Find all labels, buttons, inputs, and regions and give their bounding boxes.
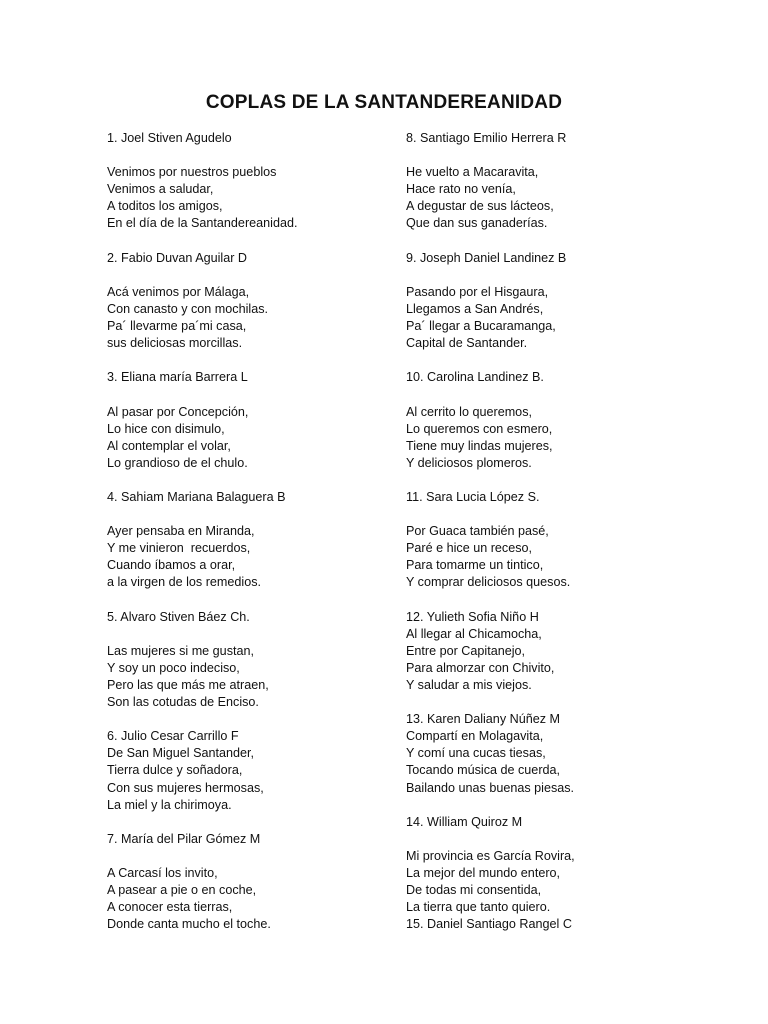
verse-line: De San Miguel Santander, bbox=[107, 746, 255, 761]
verse-line: En el día de la Santandereanidad. bbox=[107, 216, 298, 231]
blank-line bbox=[406, 267, 706, 284]
blank-line bbox=[406, 831, 706, 848]
verse-line: Tiene muy lindas mujeres, bbox=[406, 438, 553, 453]
verse-line: Y deliciosos plomeros. bbox=[406, 455, 532, 470]
blank-line bbox=[406, 147, 706, 164]
verse-author: 12. Yulieth Sofia Niño H bbox=[406, 609, 539, 624]
verse-author: 15. Daniel Santiago Rangel C bbox=[406, 917, 572, 932]
verse-line: Con sus mujeres hermosas, bbox=[107, 780, 264, 795]
verse-line: Y comprar deliciosos quesos. bbox=[406, 575, 571, 590]
verse-line: Paré e hice un receso, bbox=[406, 541, 533, 556]
verse-line: La miel y la chirimoya. bbox=[107, 797, 232, 812]
blank-line bbox=[406, 797, 706, 814]
verse-line: Ayer pensaba en Miranda, bbox=[107, 524, 255, 539]
verse-line: Hace rato no venía, bbox=[406, 182, 516, 197]
verse-line: Y soy un poco indeciso, bbox=[107, 660, 240, 675]
verse-author: 1. Joel Stiven Agudelo bbox=[107, 131, 232, 145]
verse-line: Lo hice con disimulo, bbox=[107, 421, 225, 436]
verse-line: Para tomarme un tintico, bbox=[406, 558, 544, 573]
verse-author: 10. Carolina Landinez B. bbox=[406, 370, 544, 385]
verse-line: Y me vinieron recuerdos, bbox=[107, 541, 251, 556]
verse-line: Mi provincia es García Rovira, bbox=[406, 848, 575, 863]
verse-line: Al llegar al Chicamocha, bbox=[406, 626, 542, 641]
blank-line bbox=[406, 506, 706, 523]
verse-author: 14. William Quiroz M bbox=[406, 814, 523, 829]
verse-line: He vuelto a Macaravita, bbox=[406, 165, 539, 180]
blank-line bbox=[107, 506, 387, 523]
verse-line: Lo queremos con esmero, bbox=[406, 421, 553, 436]
verse-line: Llegamos a San Andrés, bbox=[406, 301, 544, 316]
verse-line: Por Guaca también pasé, bbox=[406, 524, 549, 539]
verse-line: Entre por Capitanejo, bbox=[406, 643, 526, 658]
blank-line bbox=[107, 233, 387, 250]
verse-line: Son las cotudas de Enciso. bbox=[107, 695, 259, 710]
verse-line: La mejor del mundo entero, bbox=[406, 866, 561, 881]
verse-author: 4. Sahiam Mariana Balaguera B bbox=[107, 489, 286, 504]
verse-line: Y comí una cucas tiesas, bbox=[406, 746, 546, 761]
verse-line: Las mujeres si me gustan, bbox=[107, 643, 254, 658]
verse-line: Capital de Santander. bbox=[406, 336, 528, 351]
verse-author: 7. María del Pilar Gómez M bbox=[107, 831, 261, 846]
verse-line: Bailando unas buenas piesas. bbox=[406, 780, 575, 795]
blank-line bbox=[406, 592, 706, 609]
verse-line: Que dan sus ganaderías. bbox=[406, 216, 548, 231]
verse-author: 3. Eliana maría Barrera L bbox=[107, 370, 248, 385]
verse-line: Compartí en Molagavita, bbox=[406, 729, 544, 744]
blank-line bbox=[406, 386, 706, 403]
verse-author: 2. Fabio Duvan Aguilar D bbox=[107, 250, 248, 265]
verse-line: A degustar de sus lácteos, bbox=[406, 199, 554, 214]
verse-line: Lo grandioso de el chulo. bbox=[107, 455, 248, 470]
verse-line: De todas mi consentida, bbox=[406, 883, 542, 898]
blank-line bbox=[107, 711, 387, 728]
verse-author: 5. Alvaro Stiven Báez Ch. bbox=[107, 609, 250, 624]
document-title: COPLAS DE LA SANTANDEREANIDAD bbox=[205, 92, 563, 113]
verse-line: a la virgen de los remedios. bbox=[107, 575, 262, 590]
verse-line: Al pasar por Concepción, bbox=[107, 404, 249, 419]
verse-author: 13. Karen Daliany Núñez M bbox=[406, 712, 561, 727]
blank-line bbox=[406, 694, 706, 711]
right-column bbox=[406, 130, 706, 933]
verse-line: sus deliciosas morcillas. bbox=[107, 336, 243, 351]
verse-line: Venimos a saludar, bbox=[107, 182, 214, 197]
verse-line: A toditos los amigos, bbox=[107, 199, 223, 214]
verse-author: 8. Santiago Emilio Herrera R bbox=[406, 131, 567, 145]
verse-line: A conocer esta tierras, bbox=[107, 900, 233, 915]
verse-line: Con canasto y con mochilas. bbox=[107, 301, 269, 316]
verse-line: La tierra que tanto quiero. bbox=[406, 900, 551, 915]
blank-line bbox=[107, 592, 387, 609]
verse-line: Pasando por el Hisgaura, bbox=[406, 284, 549, 299]
verse-line: Tocando música de cuerda, bbox=[406, 763, 561, 778]
verse-author: 6. Julio Cesar Carrillo F bbox=[107, 729, 239, 744]
verse-author: 11. Sara Lucia López S. bbox=[406, 489, 540, 504]
blank-line bbox=[107, 814, 387, 831]
left-column bbox=[107, 130, 387, 933]
blank-line bbox=[107, 386, 387, 403]
verse-line: Tierra dulce y soñadora, bbox=[107, 763, 243, 778]
blank-line bbox=[107, 352, 387, 369]
verse-line: Acá venimos por Málaga, bbox=[107, 284, 250, 299]
verse-line: Al cerrito lo queremos, bbox=[406, 404, 532, 419]
verse-line: Donde canta mucho el toche. bbox=[107, 917, 271, 932]
verse-line: Pero las que más me atraen, bbox=[107, 678, 269, 692]
blank-line bbox=[406, 472, 706, 489]
verse-line: Pa´ llevarme pa´mi casa, bbox=[107, 319, 247, 334]
blank-line bbox=[107, 472, 387, 489]
blank-line bbox=[107, 626, 387, 643]
blank-line bbox=[406, 233, 706, 250]
verse-line: Para almorzar con Chivito, bbox=[406, 660, 555, 675]
verse-line: Cuando íbamos a orar, bbox=[107, 558, 236, 573]
verse-line: A pasear a pie o en coche, bbox=[107, 883, 257, 898]
blank-line bbox=[107, 147, 387, 164]
verse-line: Y saludar a mis viejos. bbox=[406, 678, 532, 692]
blank-line bbox=[107, 848, 387, 865]
verse-line: A Carcasí los invito, bbox=[107, 866, 218, 881]
blank-line bbox=[107, 267, 387, 284]
verse-line: Venimos por nuestros pueblos bbox=[107, 165, 277, 180]
blank-line bbox=[406, 352, 706, 369]
verse-line: Pa´ llegar a Bucaramanga, bbox=[406, 319, 556, 334]
verse-author: 9. Joseph Daniel Landinez B bbox=[406, 250, 567, 265]
verse-line: Al contemplar el volar, bbox=[107, 438, 231, 453]
